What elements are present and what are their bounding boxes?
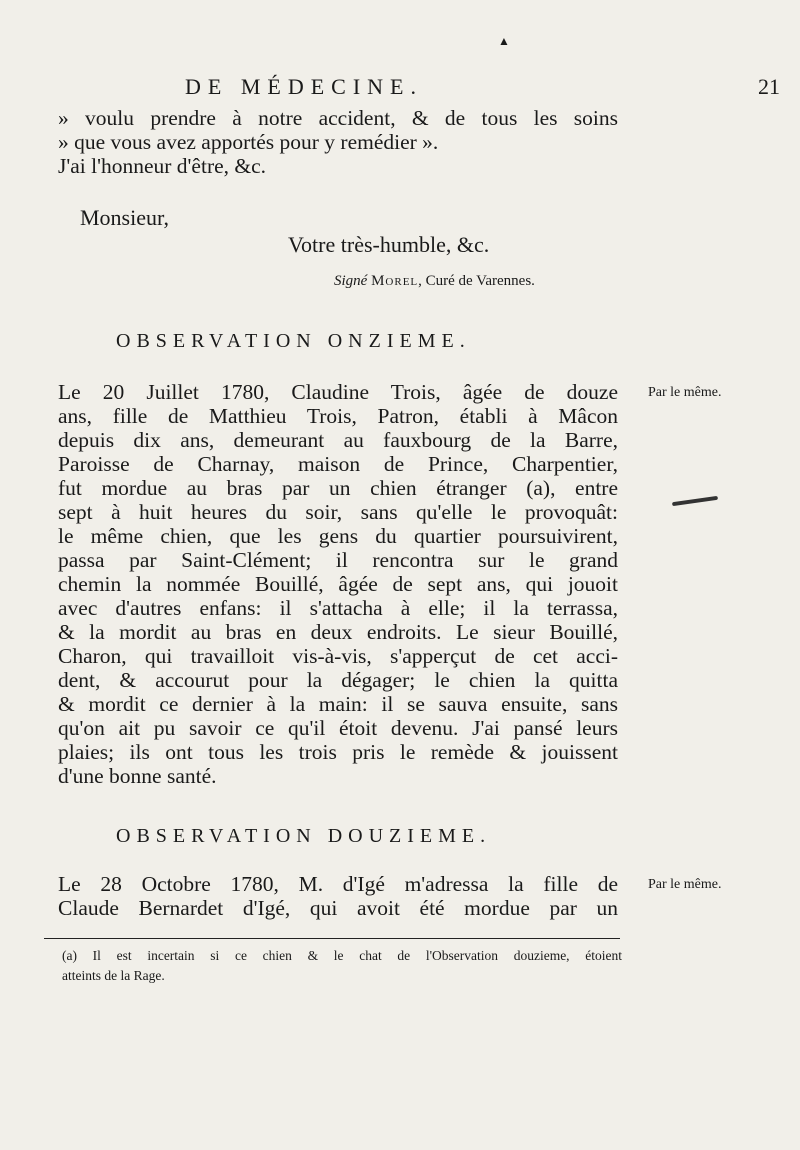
salutation: Monsieur, — [80, 205, 169, 230]
signature-name: Morel — [371, 273, 419, 289]
margin-note: Par le même. — [648, 385, 722, 400]
text-line: plaies; ils ont tous les trois pris le remède & jouissent — [58, 740, 618, 764]
text-line: d'une bonne santé. — [58, 764, 217, 788]
text-line: passa par Saint-Clément; il rencontra sur le grand — [58, 548, 618, 572]
text-line: sept à huit heures du soir, sans qu'elle le provoquât: — [58, 500, 618, 524]
signature-rest: , Curé de Varennes. — [418, 273, 535, 289]
observation-heading: OBSERVATION DOUZIEME. — [116, 825, 492, 847]
footnote-rule — [44, 938, 620, 939]
letter-line: J'ai l'honneur d'être, &c. — [58, 154, 267, 178]
text-line: Charon, qui travailloit vis-à-vis, s'apperçut de cet acci- — [58, 644, 618, 668]
signature-label: Signé — [334, 273, 368, 289]
observation-heading: OBSERVATION ONZIEME. — [116, 330, 471, 352]
text-line: chemin la nommée Bouillé, âgée de sept ans, qui jouoit — [58, 572, 618, 596]
text-line: avec d'autres enfans: il s'attacha à elle; il la terrassa, — [58, 596, 618, 620]
closing-formula: Votre très-humble, &c. — [288, 232, 490, 257]
text-line: & mordit ce dernier à la main: il se sauva ensuite, sans — [58, 692, 618, 716]
letter-line: » que vous avez apportés pour y remédier ». — [58, 130, 439, 154]
text-line: depuis dix ans, demeurant au fauxbourg de la Barre, — [58, 428, 618, 452]
footnote-line: (a) Il est incertain si ce chien & le chat de l'Observation douzieme, étoient — [62, 948, 622, 963]
text-line: ans, fille de Matthieu Trois, Patron, établi à Mâcon — [58, 404, 618, 428]
text-line: qu'on ait pu savoir ce qu'il étoit devenu. J'ai pansé leurs — [58, 716, 618, 740]
text-line: Claude Bernardet d'Igé, qui avoit été mordue par un — [58, 896, 618, 920]
text-line: Le 28 Octobre 1780, M. d'Igé m'adressa la fille de — [58, 872, 618, 896]
text-line: fut mordue au bras par un chien étranger (a), entre — [58, 476, 618, 500]
text-line: dent, & accourut pour la dégager; le chien la quitta — [58, 668, 618, 692]
text-line: Le 20 Juillet 1780, Claudine Trois, âgée de douze — [58, 380, 618, 404]
text-line: & la mordit au bras en deux endroits. Le sieur Bouillé, — [58, 620, 618, 644]
letter-line: » voulu prendre à notre accident, & de tous les soins — [58, 106, 618, 130]
margin-note: Par le même. — [648, 877, 722, 892]
ornament-mark: ▲ — [498, 34, 510, 48]
text-line: Paroisse de Charnay, maison de Prince, Charpentier, — [58, 452, 618, 476]
footnote-line: atteints de la Rage. — [62, 968, 165, 983]
ink-mark — [672, 496, 718, 506]
text-line: le même chien, que les gens du quartier poursuivirent, — [58, 524, 618, 548]
running-head: DE MÉDECINE. — [185, 74, 423, 99]
page-number: 21 — [758, 74, 780, 99]
signature-line — [334, 273, 535, 290]
